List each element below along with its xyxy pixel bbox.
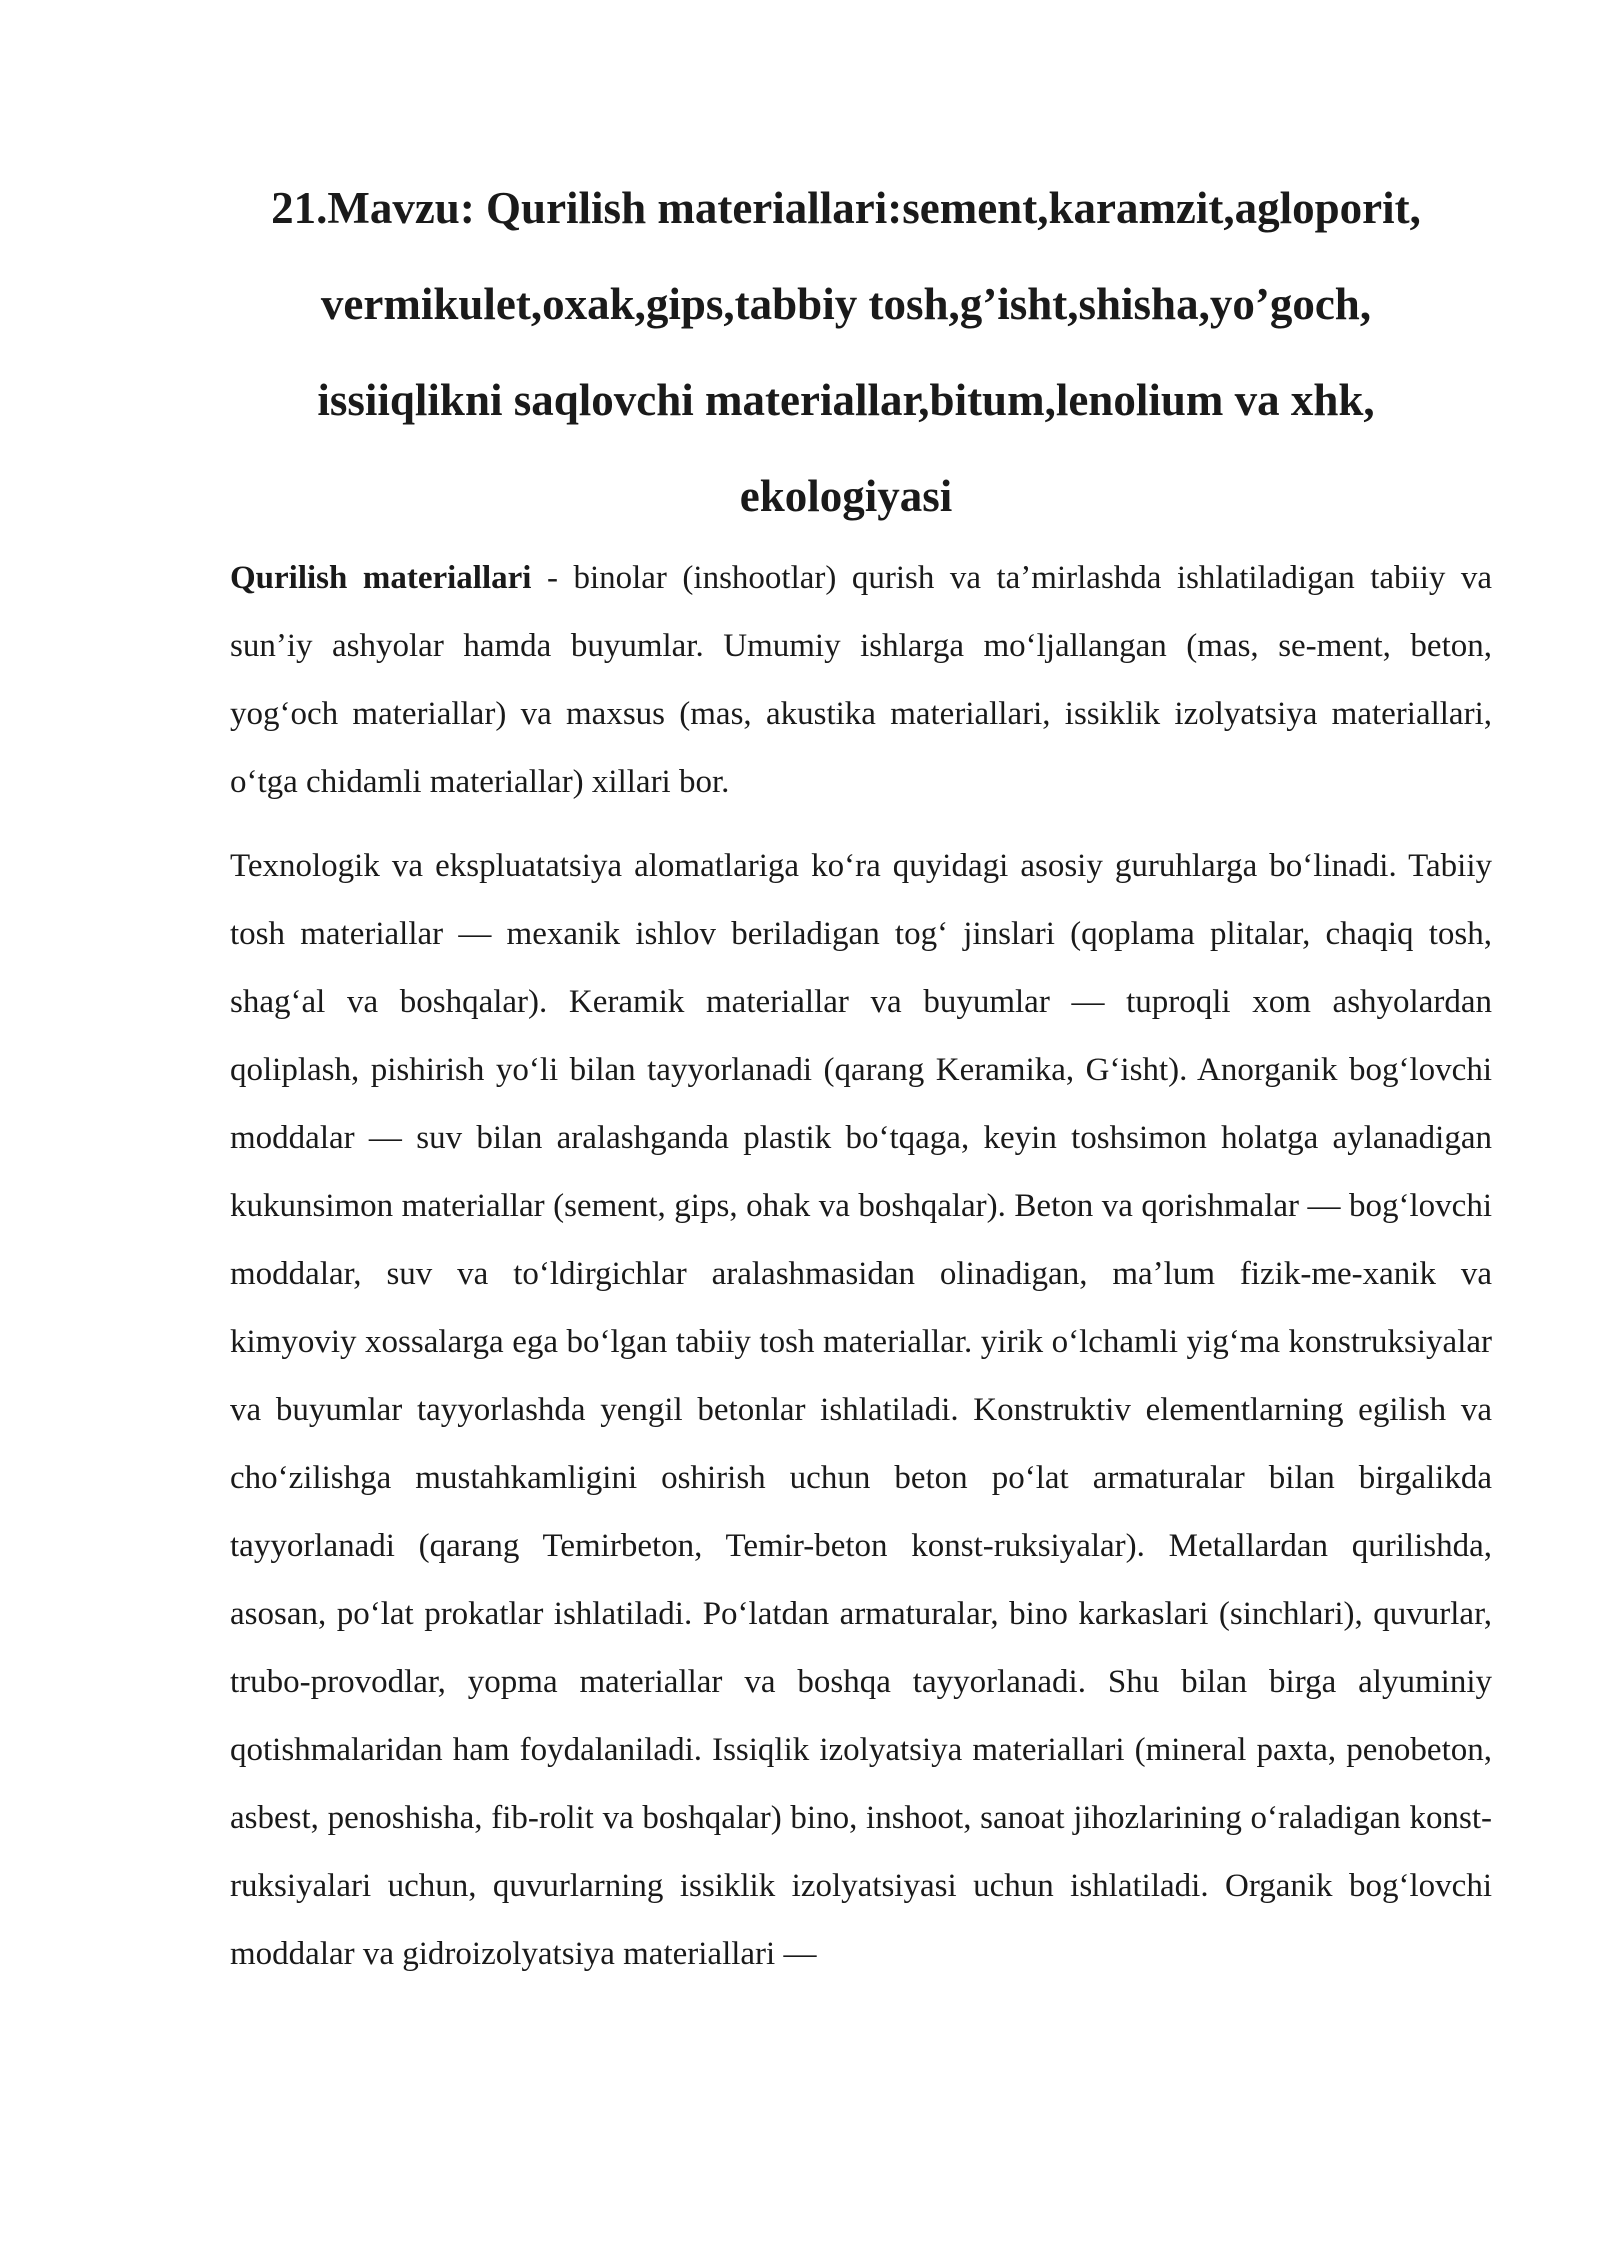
title-line-3: issiiqlikni saqlovchi materiallar,bitum,lenolium va xhk,: [317, 375, 1375, 425]
document-page: [230, 160, 1492, 1988]
title-line-2: vermikulet,oxak,gips,tabbiy tosh,g’isht,shisha,yo’goch,: [320, 279, 1372, 329]
paragraph-classification: Texnologik va ekspluatatsiya alomatlariga koʻra quyidagi asosiy guruhlarga boʻlinadi. Tabiiy tosh materiallar — mexanik ishlov beriladigan togʻ jinslari (qoplama plitalar, chaqiq tosh, shagʻal va boshqalar). Keramik materiallar va buyumlar — tuproqli xom ashyolardan qoliplash, pishirish yoʻli bilan tayyorlanadi (qarang Keramika, Gʻisht). Anorganik bogʻlovchi moddalar — suv bilan aralashganda plastik boʻtqaga, keyin toshsimon holatga aylanadigan kukunsimon materiallar (sement, gips, ohak va boshqalar). Beton va qorishmalar — bogʻlovchi moddalar, suv va toʻldirgichlar aralashmasidan olinadigan, maʼlum fizik-me-xanik va kimyoviy xossalarga ega boʻlgan tabiiy tosh materiallar. yirik oʻlchamli yigʻma konstruksiyalar va buyumlar tayyorlashda yengil betonlar ishlatiladi. Konstruktiv elementlarning egilish va choʻzilishga mustahkamligini oshirish uchun beton poʻlat armaturalar bilan birgalikda tayyorlanadi (qarang Temirbeton, Temir-beton konst-ruksiyalar). Metallardan qurilishda, asosan, poʻlat prokatlar ishlatiladi. Poʻlatdan armaturalar, bino karkaslari (sinchlari), quvurlar, trubo-provodlar, yopma materiallar va boshqa tayyorlanadi. Shu bilan birga alyuminiy qotishmalaridan ham foydalaniladi. Issiqlik izolyatsiya materiallari (mineral paxta, penobeton, asbest, penoshisha, fib-rolit va boshqalar) bino, inshoot, sanoat jihozlarining oʻraladigan konst-ruksiyalari uchun, quvurlarning issiklik izolyatsiyasi uchun ishlatiladi. Organik bogʻlovchi moddalar va gidroizolyatsiya materiallari —: [230, 848, 1492, 1972]
title-line-1: 21.Mavzu: Qurilish materiallari:sement,karamzit,agloporit,: [271, 183, 1421, 233]
paragraph-definition: [230, 544, 1492, 816]
defined-term: Qurilish materiallari: [230, 560, 532, 596]
document-title: [200, 160, 1492, 544]
title-line-4: ekologiyasi: [739, 471, 953, 521]
definition-text: - binolar (inshootlar) qurish va taʼmirlashda ishlatiladigan tabiiy va sunʼiy ashyolar hamda buyumlar. Umumiy ishlarga moʻljallangan (mas, se-ment, beton, yogʻoch materiallar) va maxsus (mas, akustika materiallari, issiklik izolyatsiya materiallari, oʻtga chidamli materiallar) xillari bor.: [230, 560, 1492, 800]
